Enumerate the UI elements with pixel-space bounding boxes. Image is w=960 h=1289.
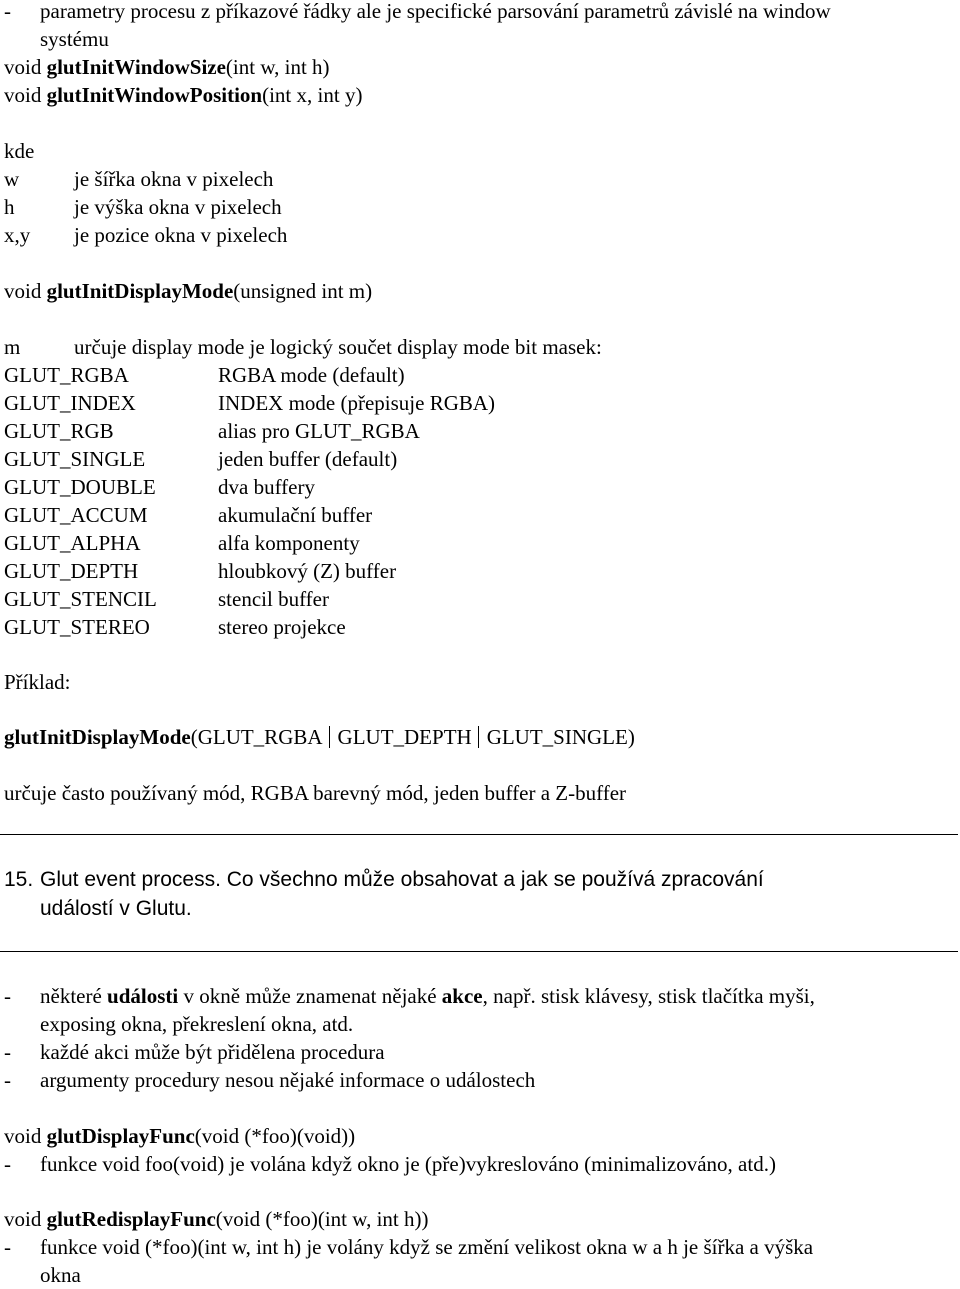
func-redisplay: void glutRedisplayFunc(void (*foo)(int w, int h)): [4, 1207, 429, 1231]
func-name: glutInitWindowSize: [46, 55, 226, 79]
param-h-desc: je výška okna v pixelech: [74, 195, 282, 219]
intro-line-2: systému: [40, 27, 109, 51]
example-note: určuje často používaný mód, RGBA barevný mód, jeden buffer a Z-buffer: [4, 781, 627, 805]
func-display: void glutDisplayFunc(void (*foo)(void)): [4, 1124, 356, 1148]
mode-desc: INDEX mode (přepisuje RGBA): [218, 391, 496, 415]
kde-label: kde: [4, 139, 35, 163]
func-name: glutDisplayFunc: [46, 1124, 195, 1148]
pipe-separator: [329, 726, 330, 748]
func-name: glutInitWindowPosition: [46, 83, 263, 107]
param-xy-desc: je pozice okna v pixelech: [74, 223, 288, 247]
bullet-dash: -: [4, 1235, 11, 1259]
param-m: m: [4, 335, 21, 359]
intro-line-1: parametry procesu z příkazové řádky ale je specifické parsování parametrů závislé na window: [40, 0, 831, 23]
mode-name: GLUT_DOUBLE: [4, 475, 156, 499]
bullet-dash: -: [4, 1068, 11, 1092]
bullet-dash: -: [4, 1040, 11, 1064]
mode-desc: RGBA mode (default): [218, 363, 405, 387]
func-redisplay-desc-2: okna: [40, 1263, 81, 1287]
func-window-size: void glutInitWindowSize(int w, int h): [4, 55, 330, 79]
mode-name: GLUT_RGB: [4, 419, 114, 443]
func-name: glutInitDisplayMode: [46, 279, 234, 303]
mode-name: GLUT_STENCIL: [4, 587, 157, 611]
mode-name: GLUT_RGBA: [4, 363, 129, 387]
mode-name: GLUT_STEREO: [4, 615, 150, 639]
section-number: 15.: [4, 868, 34, 891]
events-bullet-1-cont: exposing okna, překreslení okna, atd.: [40, 1012, 354, 1036]
param-m-desc: určuje display mode je logický součet display mode bit masek:: [74, 335, 602, 359]
mode-desc: alias pro GLUT_RGBA: [218, 419, 420, 443]
func-init-display-mode: void glutInitDisplayMode(unsigned int m): [4, 279, 373, 303]
mode-name: GLUT_DEPTH: [4, 559, 139, 583]
mode-desc: stencil buffer: [218, 587, 329, 611]
bullet-dash: -: [4, 1152, 11, 1176]
example-code: glutInitDisplayMode(GLUT_RGBA GLUT_DEPTH GLUT_SINGLE): [4, 725, 635, 749]
events-bullet-1: některé události v okně může znamenat nějaké akce, např. stisk klávesy, stisk tlačítka myši,: [40, 984, 815, 1008]
intro-dash: -: [4, 0, 11, 23]
divider: [0, 951, 958, 952]
func-redisplay-desc-1: funkce void (*foo)(int w, int h) je volány když se změní velikost okna w a h je šířka a výška: [40, 1235, 814, 1259]
divider: [0, 834, 958, 835]
events-bullet-2: každé akci může být přidělena procedura: [40, 1040, 385, 1064]
section-title-line-1: Glut event process. Co všechno může obsahovat a jak se používá zpracování: [40, 868, 764, 891]
mode-desc: dva buffery: [218, 475, 315, 499]
mode-desc: stereo projekce: [218, 615, 346, 639]
func-display-desc: funkce void foo(void) je volána když okno je (pře)vykreslováno (minimalizováno, atd.): [40, 1152, 776, 1176]
mode-name: GLUT_ACCUM: [4, 503, 148, 527]
func-window-position: void glutInitWindowPosition(int x, int y): [4, 83, 363, 107]
mode-desc: hloubkový (Z) buffer: [218, 559, 397, 583]
mode-name: GLUT_ALPHA: [4, 531, 141, 555]
param-w: w: [4, 167, 20, 191]
func-name: glutInitDisplayMode: [4, 725, 191, 749]
param-h: h: [4, 195, 15, 219]
param-xy: x,y: [4, 223, 31, 247]
section-title-line-2: událostí v Glutu.: [40, 897, 192, 920]
events-bullet-3: argumenty procedury nesou nějaké informace o událostech: [40, 1068, 536, 1092]
param-w-desc: je šířka okna v pixelech: [74, 167, 274, 191]
func-name: glutRedisplayFunc: [46, 1207, 216, 1231]
mode-desc: akumulační buffer: [218, 503, 373, 527]
mode-desc: alfa komponenty: [218, 531, 360, 555]
mode-name: GLUT_SINGLE: [4, 447, 146, 471]
pipe-separator: [478, 726, 479, 748]
mode-name: GLUT_INDEX: [4, 391, 136, 415]
example-label: Příklad:: [4, 670, 71, 694]
mode-desc: jeden buffer (default): [218, 447, 398, 471]
bullet-dash: -: [4, 984, 11, 1008]
